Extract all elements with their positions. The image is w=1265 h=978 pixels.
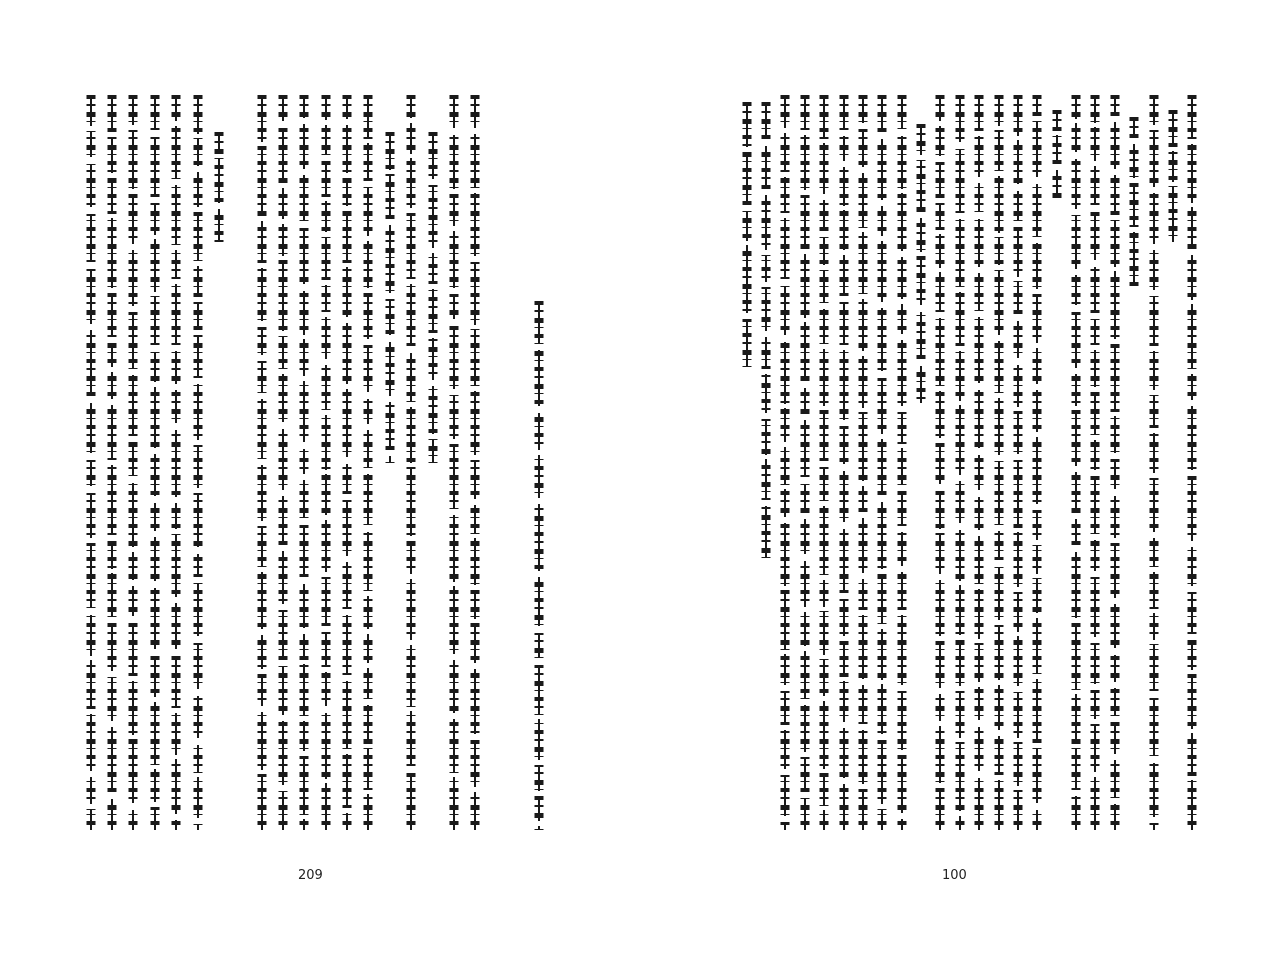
text-column [449, 95, 459, 830]
text-column [1110, 95, 1120, 830]
text-column [193, 95, 203, 830]
text-column [916, 124, 926, 403]
text-column [299, 95, 309, 830]
text-column [819, 95, 829, 830]
text-column [171, 95, 181, 830]
text-column [128, 95, 138, 830]
text-column [1052, 110, 1062, 198]
text-column [761, 102, 771, 558]
text-column [86, 95, 96, 830]
page-number: 209 [298, 868, 323, 883]
text-column [406, 95, 416, 830]
text-column [1129, 117, 1139, 286]
text-column [994, 95, 1004, 830]
text-column [470, 95, 480, 830]
vertical-text-block [737, 95, 1202, 830]
text-column [877, 95, 887, 830]
text-column [839, 95, 849, 830]
text-column [780, 95, 790, 830]
text-column [1032, 95, 1042, 830]
text-column [278, 95, 288, 830]
text-column [214, 132, 224, 242]
text-column [321, 95, 331, 830]
text-column [897, 95, 907, 830]
text-column [385, 132, 395, 463]
text-column [342, 95, 352, 830]
text-column [257, 95, 267, 830]
text-column [1168, 110, 1178, 242]
text-column [107, 95, 117, 830]
text-column [428, 132, 438, 463]
text-column [1013, 95, 1023, 830]
text-column [1090, 95, 1100, 830]
text-column [935, 95, 945, 830]
text-column [534, 301, 544, 830]
text-column [150, 95, 160, 830]
text-column [1071, 95, 1081, 830]
left-page [0, 0, 632, 978]
text-column [858, 95, 868, 830]
text-column [742, 102, 752, 367]
text-column [955, 95, 965, 830]
text-column [1149, 95, 1159, 830]
right-page [632, 0, 1265, 978]
text-column [800, 95, 810, 830]
text-column [1187, 95, 1197, 830]
page-number: 100 [942, 868, 967, 883]
vertical-text-block [80, 95, 550, 830]
text-column [363, 95, 373, 830]
text-column [974, 95, 984, 830]
